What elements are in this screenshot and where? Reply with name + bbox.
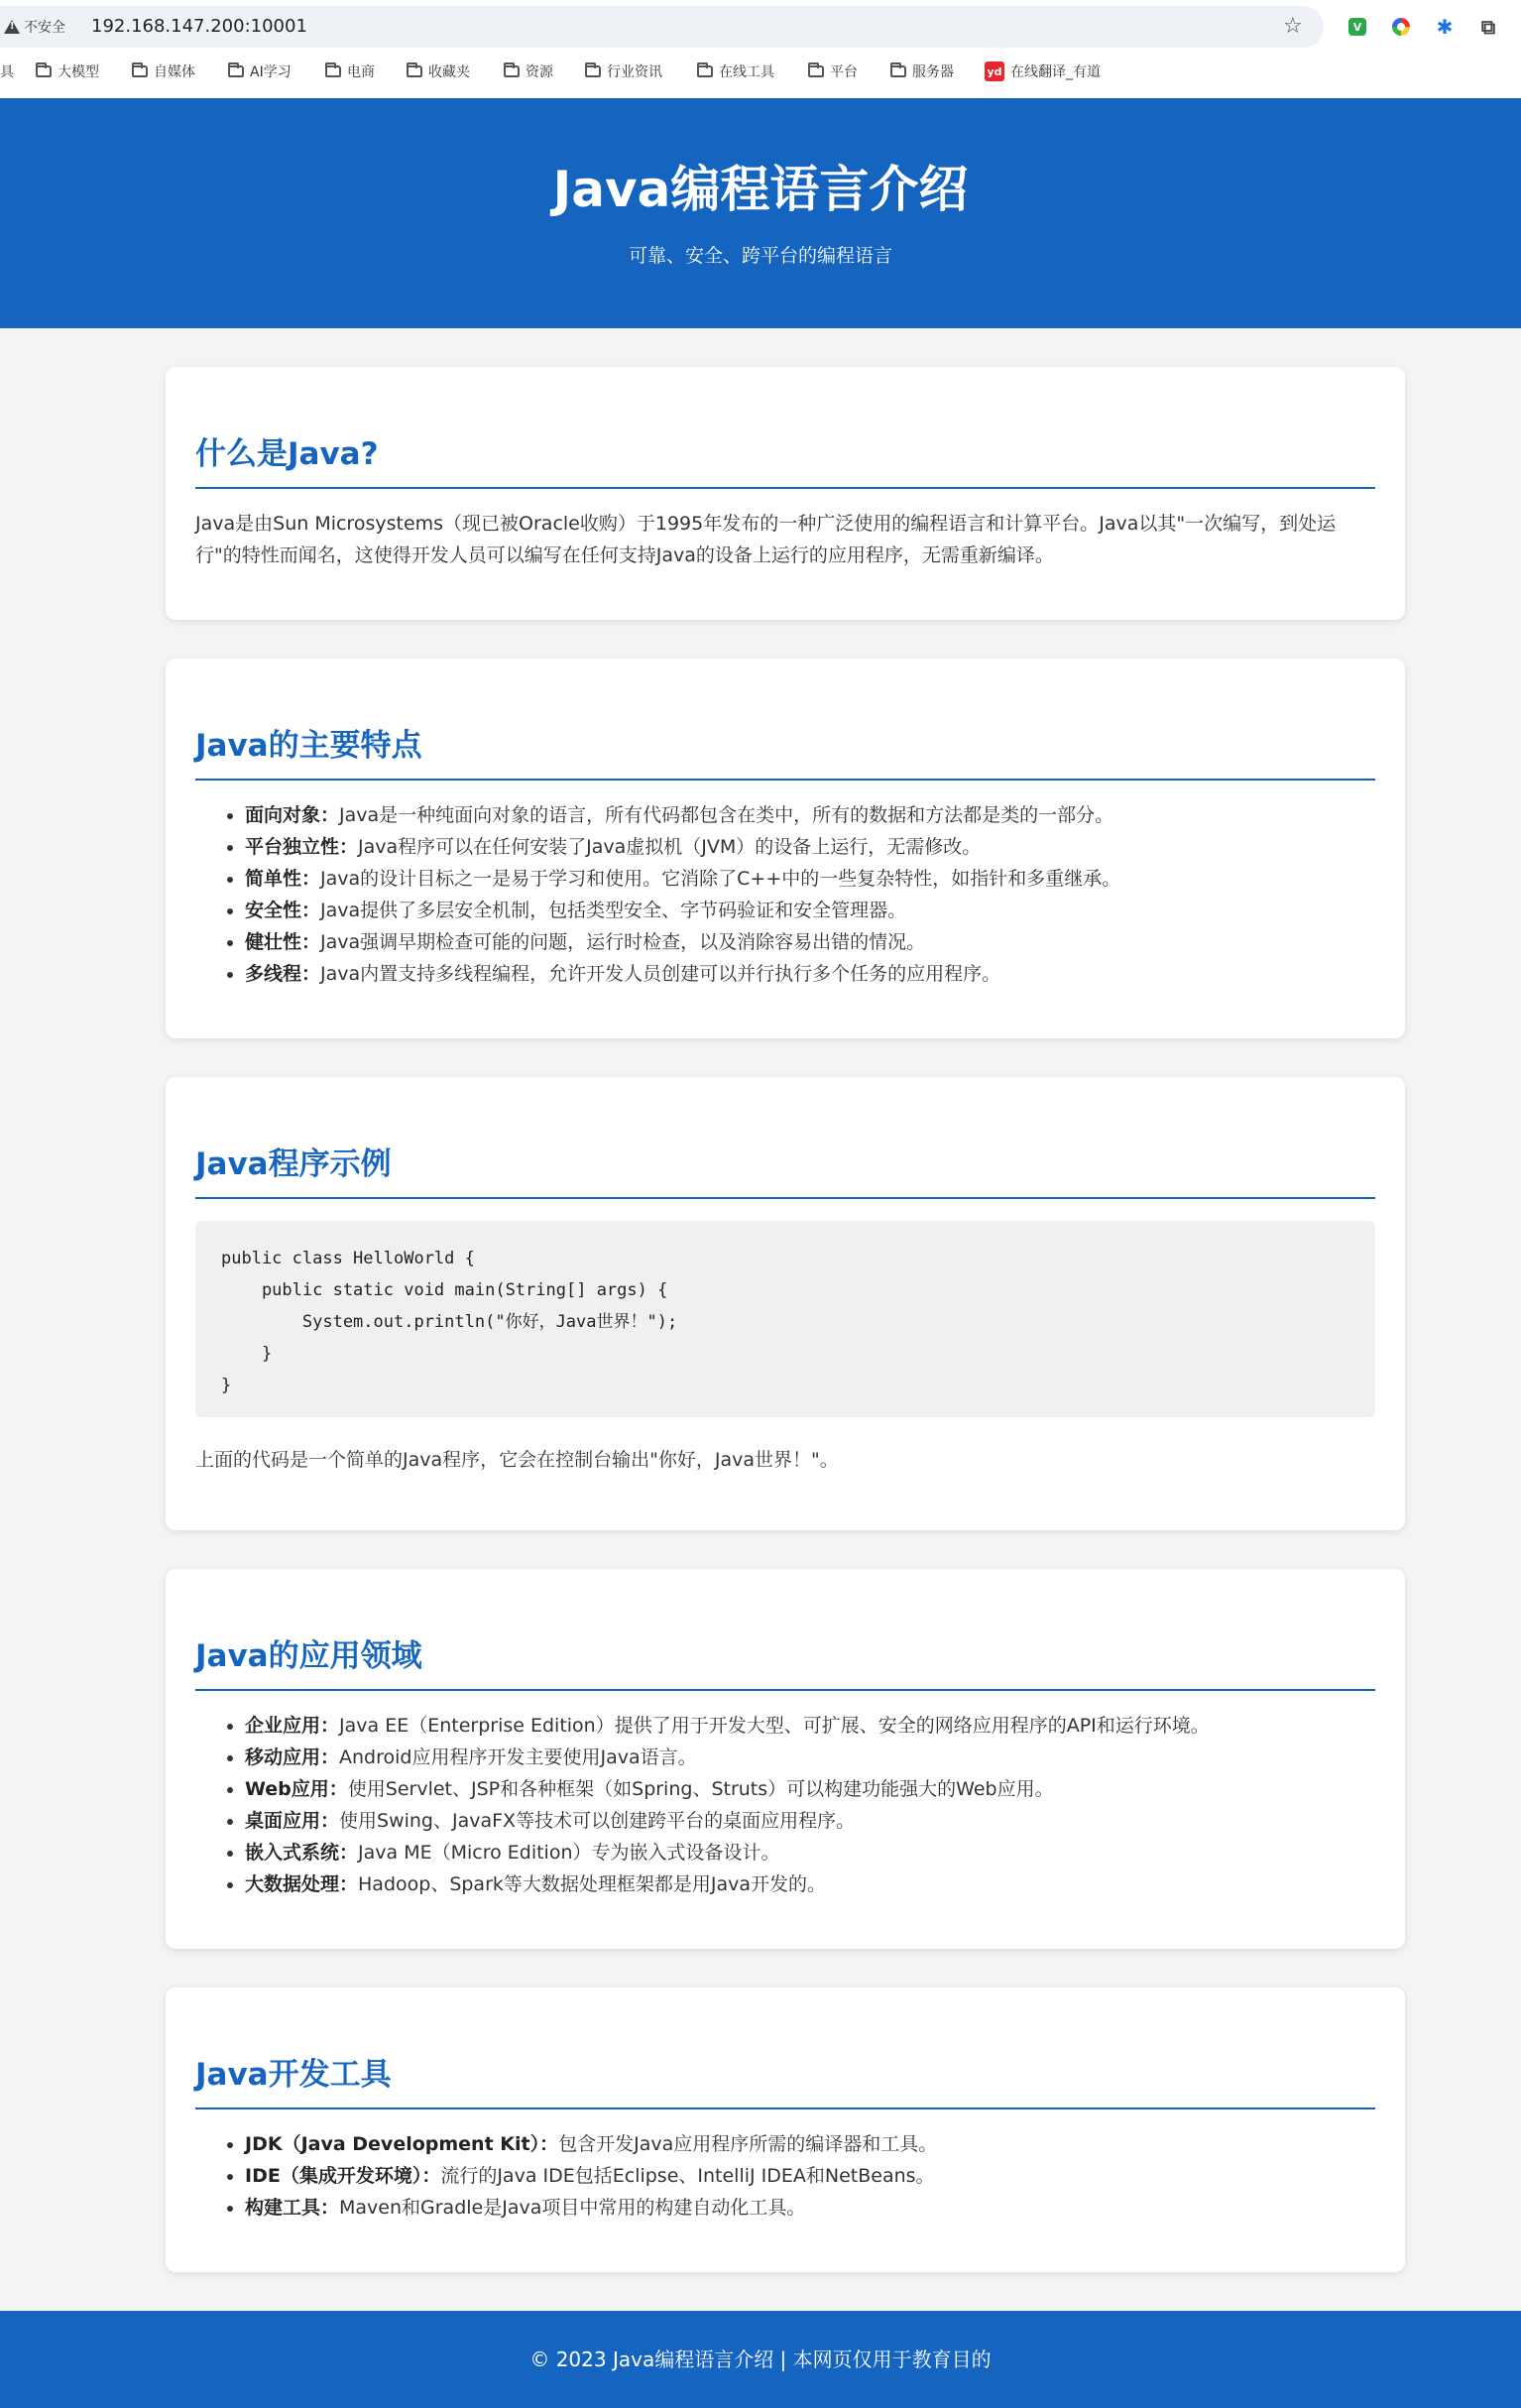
list-item-term: JDK（Java Development Kit）： (245, 2133, 559, 2155)
bookmark-folder[interactable] (36, 61, 99, 81)
bookmark-label: 资源 (526, 64, 553, 80)
footer-text: © 2023 Java编程语言介绍 | 本网页仅用于教育目的 (529, 2348, 992, 2371)
folder-icon (585, 65, 601, 77)
features-list (245, 799, 1375, 990)
bookmark-youdao[interactable] (985, 61, 1101, 81)
bookmark-label: 行业资讯 (607, 64, 662, 80)
list-item (245, 799, 1375, 831)
list-item-term: 桌面应用： (245, 1810, 340, 1832)
page-title: Java编程语言介绍 (552, 161, 969, 218)
bookmark-label: 服务器 (912, 64, 954, 80)
code-caption: 上面的代码是一个简单的Java程序，它会在控制台输出"你好，Java世界！"。 (195, 1449, 839, 1471)
list-item (245, 1805, 1375, 1837)
section-tools (166, 1987, 1405, 2272)
list-item (245, 1868, 1375, 1900)
bookmark-item[interactable] (0, 61, 14, 81)
list-item-desc: Java内置支持多线程编程，允许开发人员创建可以并行执行多个任务的应用程序。 (320, 963, 1001, 985)
section-title: Java的主要特点 (195, 720, 1375, 781)
list-item-desc: 使用Swing、JavaFX等技术可以创建跨平台的桌面应用程序。 (339, 1810, 856, 1832)
section-features (166, 659, 1405, 1038)
bookmark-folder[interactable] (325, 61, 375, 81)
list-item-term: Web应用： (245, 1778, 348, 1800)
bookmark-folder[interactable] (585, 61, 662, 81)
browser-chrome (0, 0, 1521, 98)
list-item-desc: 包含开发Java应用程序所需的编译器和工具。 (558, 2133, 938, 2155)
list-item (245, 2160, 1375, 2192)
list-item-term: 安全性： (245, 900, 321, 921)
bookmark-folder[interactable] (132, 61, 195, 81)
bookmark-label: AI学习 (250, 64, 292, 80)
list-item-desc: 使用Servlet、JSP和各种框架（如Spring、Struts）可以构建功能强大的Web应用。 (347, 1778, 1054, 1800)
tools-list (245, 2128, 1375, 2224)
list-item (245, 926, 1375, 958)
extension-v-icon[interactable]: V (1348, 18, 1366, 36)
list-item-term: 面向对象： (245, 804, 340, 826)
security-indicator[interactable] (4, 15, 65, 39)
section-title: Java的应用领域 (195, 1630, 1375, 1691)
list-item-term: 简单性： (245, 868, 321, 890)
bookmark-folder[interactable] (407, 61, 470, 81)
list-item-term: 构建工具： (245, 2197, 340, 2219)
bookmark-folder[interactable] (890, 61, 954, 81)
bookmark-label: 在线工具 (719, 64, 774, 80)
list-item-term: 企业应用： (245, 1715, 340, 1737)
list-item-term: IDE（集成开发环境）： (245, 2165, 441, 2187)
folder-icon (325, 65, 341, 77)
section-example (166, 1077, 1405, 1530)
section-title: Java开发工具 (195, 2049, 1375, 2109)
folder-icon (132, 65, 148, 77)
page-subtitle: 可靠、安全、跨平台的编程语言 (628, 245, 892, 267)
section-what-is-java (166, 367, 1405, 620)
list-item (245, 863, 1375, 895)
list-item (245, 895, 1375, 926)
list-item-term: 多线程： (245, 963, 321, 985)
security-label: 不安全 (24, 20, 65, 36)
bookmark-folder[interactable] (808, 61, 858, 81)
list-item-desc: Java强调早期检查可能的问题，运行时检查，以及消除容易出错的情况。 (320, 931, 926, 953)
list-item-term: 健壮性： (245, 931, 321, 953)
list-item-desc: Android应用程序开发主要使用Java语言。 (339, 1746, 697, 1768)
list-item-desc: Java是一种纯面向对象的语言，所有代码都包含在类中，所有的数据和方法都是类的一部分。 (339, 804, 1114, 826)
bookmark-label: 具 (0, 64, 14, 80)
bookmark-folder[interactable] (504, 61, 553, 81)
section-text: Java是由Sun Microsystems（现已被Oracle收购）于1995年发布的一种广泛使用的编程语言和计算平台。Java以其"一次编写，到处运行"的特性而闻名，这使得开发人员可以编写在任何支持Java的设备上运行的应用程序，无需重新编译。 (195, 513, 1337, 566)
code-block: public class HelloWorld { public static void main(String[] args) { System.out.println("你好，Java世界！"); } } (195, 1221, 1375, 1417)
list-item-desc: Java程序可以在任何安装了Java虚拟机（JVM）的设备上运行，无需修改。 (358, 836, 982, 858)
list-item-desc: Java提供了多层安全机制，包括类型安全、字节码验证和安全管理器。 (320, 900, 907, 921)
list-item (245, 1837, 1375, 1868)
list-item (245, 2128, 1375, 2160)
bookmark-folder[interactable] (697, 61, 774, 81)
list-item-term: 移动应用： (245, 1746, 340, 1768)
page-header (0, 98, 1521, 328)
bookmark-folder[interactable] (228, 61, 292, 81)
folder-icon (808, 65, 824, 77)
list-item-term: 嵌入式系统： (245, 1842, 359, 1864)
extension-color-icon[interactable] (1392, 18, 1410, 36)
bookmark-star-icon[interactable]: ☆ (1283, 14, 1303, 39)
list-item-desc: Maven和Gradle是Java项目中常用的构建自动化工具。 (339, 2197, 806, 2219)
browser-menu-icon[interactable]: ⧉ (1480, 15, 1496, 39)
list-item (245, 958, 1375, 990)
youdao-icon: yd (985, 61, 1004, 81)
bookmark-label: 电商 (347, 64, 375, 80)
list-item-desc: Java EE（Enterprise Edition）提供了用于开发大型、可扩展、安全的网络应用程序的API和运行环境。 (339, 1715, 1210, 1737)
list-item (245, 1710, 1375, 1742)
section-title: Java程序示例 (195, 1139, 1375, 1199)
section-applications (166, 1569, 1405, 1949)
folder-icon (697, 65, 713, 77)
folder-icon (890, 65, 906, 77)
list-item-desc: Java ME（Micro Edition）专为嵌入式设备设计。 (358, 1842, 780, 1864)
bookmark-label: 大模型 (58, 64, 99, 80)
folder-icon (228, 65, 244, 77)
bookmarks-bar (0, 58, 1521, 85)
applications-list (245, 1710, 1375, 1900)
url-text[interactable]: 192.168.147.200:10001 (91, 16, 307, 37)
section-title: 什么是Java? (195, 428, 1375, 489)
list-item (245, 2192, 1375, 2224)
address-bar-row (0, 5, 1521, 49)
list-item (245, 1742, 1375, 1773)
list-item (245, 1773, 1375, 1805)
list-item (245, 831, 1375, 863)
address-bar[interactable] (0, 6, 1324, 48)
bookmark-label: 在线翻译_有道 (1010, 64, 1101, 80)
warning-icon (4, 20, 20, 34)
list-item-term: 大数据处理： (245, 1873, 359, 1895)
page-footer (0, 2311, 1521, 2408)
folder-icon (407, 65, 422, 77)
list-item-desc: Hadoop、Spark等大数据处理框架都是用Java开发的。 (358, 1873, 827, 1895)
bookmark-label: 自媒体 (154, 64, 195, 80)
bookmark-label: 收藏夹 (428, 64, 470, 80)
extensions-puzzle-icon[interactable]: ✱ (1436, 15, 1454, 39)
list-item-desc: Java的设计目标之一是易于学习和使用。它消除了C++中的一些复杂特性，如指针和多重继承。 (320, 868, 1121, 890)
folder-icon (36, 65, 52, 77)
list-item-term: 平台独立性： (245, 836, 359, 858)
folder-icon (504, 65, 520, 77)
list-item-desc: 流行的Java IDE包括Eclipse、IntelliJ IDEA和NetBeans。 (440, 2165, 935, 2187)
bookmark-label: 平台 (830, 64, 858, 80)
